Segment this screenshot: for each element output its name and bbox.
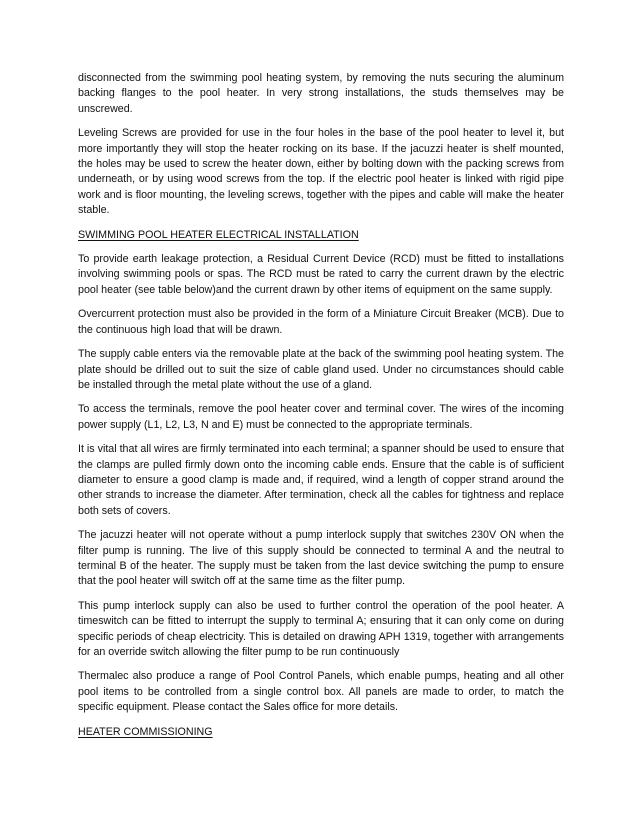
paragraph-terminal-access: To access the terminals, remove the pool heater cover and terminal cover. The wires of the incoming power supply (L1, L2, L3, N and E) must be connected to the appropriate terminals. [78,403,564,431]
paragraph-pump-interlock: The jacuzzi heater will not operate without a pump interlock supply that switches 230V ON when the filter pump is running. The live of this supply should be connected to terminal A and the neutral to terminal B of the heater. The supply must be taken from the last device switching the pump to ensure that the pool heater will switch off at the same time as the filter pump. [78,529,564,588]
paragraph-pool-control-panels: Thermalec also produce a range of Pool Control Panels, which enable pumps, heating and all other pool items to be controlled from a single control box. All panels are made to order, to match the specific equipment. Please contact the Sales office for more details. [78,670,564,714]
paragraph-timeswitch: This pump interlock supply can also be used to further control the operation of the pool heater. A timeswitch can be fitted to interrupt the supply to terminal A; ensuring that it can only come on during specific periods of cheap electricity. This is detailed on drawing APH 1319, together with arrangements for an override switch allowing the filter pump to be run continuously [78,599,564,658]
heading-electrical-installation: SWIMMING POOL HEATER ELECTRICAL INSTALLATION [78,228,359,241]
document-page [78,71,564,749]
paragraph-disconnecting-heater: disconnected from the swimming pool heating system, by removing the nuts securing the aluminum backing flanges to the pool heater. In very strong installations, the studs themselves may be unscrewed. [78,72,564,115]
paragraph-overcurrent-protection: Overcurrent protection must also be provided in the form of a Miniature Circuit Breaker (MCB). Due to the continuous high load that will be drawn. [78,308,564,336]
paragraph-wire-termination: It is vital that all wires are firmly terminated into each terminal; a spanner should be used to ensure that the clamps are pulled firmly down onto the incoming cable ends. Ensure that the cable is of sufficient diameter to ensure a good clamp is made and, if required, wind a length of copper strand around the other strands to increase the diameter. After termination, check all the cables for tightness and replace both sets of covers. [78,443,564,517]
paragraph-leveling-screws: Leveling Screws are provided for use in the four holes in the base of the pool heater to level it, but more importantly they will stop the heater rocking on its base. If the jacuzzi heater is shelf mounted, the holes may be used to screw the heater down, either by bolting down with the packing screws from underneath, or by using wood screws from the top. If the electric pool heater is linked with rigid pipe work and is floor mounting, the leveling screws, together with the pipes and cable will make the heater stable. [78,127,564,217]
heading-heater-commissioning: HEATER COMMISSIONING [78,725,213,738]
paragraph-rcd-protection: To provide earth leakage protection, a Residual Current Device (RCD) must be fitted to installations involving swimming pools or spas. The RCD must be rated to carry the current drawn by the electric pool heater (see table below)and the current drawn by other items of equipment on the same supply. [78,253,564,296]
paragraph-supply-cable: The supply cable enters via the removable plate at the back of the swimming pool heating system. The plate should be drilled out to suit the size of cable gland used. Under no circumstances should cable be installed through the metal plate without the use of a gland. [78,348,564,391]
